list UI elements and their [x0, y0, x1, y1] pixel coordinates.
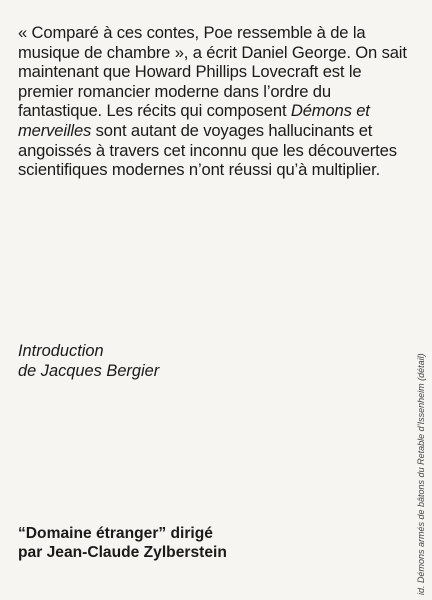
cover-image-credit: id. Démons armés de bâtons du Retable d’Issenheim (détail) [416, 353, 426, 595]
introduction-author: de Jacques Bergier [18, 362, 160, 380]
book-title: Démons et merveilles [18, 101, 370, 140]
collection-name: “Domaine étranger” dirigé [18, 525, 213, 542]
collection-credit [18, 525, 227, 562]
collection-director: par Jean-Claude Zylberstein [18, 543, 227, 561]
introduction-label: Introduction [18, 342, 104, 360]
blurb-text-part2: sont autant de voyages hallucinants et angoissés à travers cet inconnu que les découvertes scientifiques modernes n’ont réussi qu’à multiplier. [18, 120, 397, 180]
introduction-credit [18, 341, 159, 381]
back-cover-blurb [18, 23, 418, 180]
blurb-text-part1: « Comparé à ces contes, Poe ressemble à de la musique de chambre », a écrit Daniel George. On sait maintenant que Howard Phillips Lovecraft est le premier romancier moderne dans l’ordre du fantastique. Les récits qui composent [18, 23, 407, 121]
